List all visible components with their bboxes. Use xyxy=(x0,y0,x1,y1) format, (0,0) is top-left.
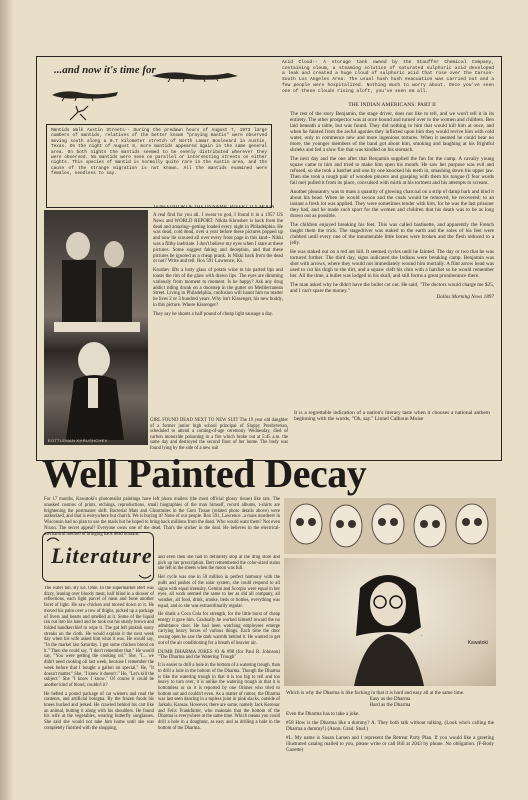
indian-source: Dallas Morning News 1897 xyxy=(436,294,494,300)
indian-p3: Another pleasantry was to mass a quantity of glowing charcoal on a strip of damp bark and bind it about his head. When he would swoon and the coals would be removed, he recovered; to an instant a fresh lot was applied. They were sometimes tender with him, for he was the last prisoner they had, and he made such sport for the women and children that his death was to be as long drawn out as possible. xyxy=(290,189,494,219)
indian-americans-article xyxy=(290,102,494,402)
literature-story: The water tub. By Ed. Ohle. In the supermarket Bert was dizzy, leaning over bloody meat, half blind in a shower of reflections, each light parcel of meat and bone another facet of light. He saw chicken and moved down to it. He moved his palm over a row of thighs, picked up a package of livers and hearts and smelled at it. Some of the liquid ran out into his hand and he took out his sturdy brown and folded handkerchief to wipe it. The gal left pinkish sooty streaks on the cloth. He would explain it the next week day when his wife asked him what it was. He would say, "In the market last Saturday. I got some chicken blood on it." Then she could say, "I don't remember that." He would say, "You were getting the cooking oil." She, "I... we didn't need cooking oil last week, because I remember the week before that I bought a gallon on special." He, "It doesn't matter." She, "I knew it doesn't." He, "Let's kill the subject." She "I know I know." Of course it could be another kind of blood, couldn't it? xyxy=(44,586,154,688)
dumb-dharma-text: It is easier to drill a hole in the bottom of a watering trough, than to drill a hole in the bottom of the Dharma. Though the Dharma is like the watering trough in that it is too big to tell and too heavy to turn over, it is unlike the watering trough in that it is bottomless or so it is reported by one Orimes who tried to bottom out and couldn't even. As a matter of rumor, the Dharma was last seen dancing in a topless joint in pink slacks, outside of Jarkalu, Kansas. However, there are some, namely Jack Kerouac and Felix Frankfurter, who maintain that the bottom of the Dharma is everywhere at the same time. Which means you could drill a hole in a doughnut, as easy and as drilling a hole in the bottom of the Dharma. xyxy=(158,663,280,731)
letter-heading: To the EDITOR OF THE DYNAMIC RIVER CITY MOON xyxy=(153,205,275,210)
kawatoki-photo xyxy=(284,558,496,686)
indian-p4: The children enjoyed breaking his feet. This was called bastinette, and apparently the French taught them the trick. The stagedriver was staked to the earth and the soles of his feet were clubbed until every one of the innumerable little bones were broken and the flesh reduced to a jelly. xyxy=(290,222,494,246)
literature-title: Literature xyxy=(51,543,153,568)
literature-col2c: He drank a Coca Cola for strength, for the little burst of cheap energy it gave him. Gradually he worked himself toward the no admittance door. He had been watching employees emerge carrying heavy boxes of various things. Each time the door swung open he saw the dark warmth behind it. He wanted to get out of the air conditioning for a breath of heavier air. xyxy=(158,612,280,646)
dharma-q1b: Easy as the Dharma xyxy=(369,696,411,702)
well-painted-decay-title: Well Painted Decay xyxy=(42,451,367,496)
skull-shapes xyxy=(284,498,496,554)
wpd-text: For 17 months, Kawatoki's photorealist paintings have left photo mailers (the most official glossy tissue) like rats. The unasked cosmos of prints, etchings, reproductions, small biographies of the man himself, record albums, t-shirts are brightening the postmaster shift. Bacterial Mats and Ghostmites in the Gum Tissue (related photo details above) were authorized, and that is everywhere but church. We is buying it? None of our people. Box 591, Lawrence...a mass murderer in Wisconsin had no plan to use the mails but he hoped to bring back millions from the dead. Who would want them? Not even Nixon. The secret appeal? Everyone owns one of the dead. That's the sticker in the deal. He believes in the electrical-mechanical method of bringing back dead humans. xyxy=(44,497,280,537)
letter-body-2: Krushev lifts a lusty glass of potato wine to his parted lips and toasts the rim of the glass with drawn lips. The eyes are dimming variously from moment to moment. Is he happy? Ask any drug addict riding drunk on a doorstep in the gutter on Mediterranean Street. Living in Philadelphia, confusion will haunt him no matter he lives 2 or 3 hundred years. Why isn't Kissenger, his new buddy, in this picture. Where Kissenger? xyxy=(153,268,283,308)
literature-banner xyxy=(42,532,154,582)
anthem-quote xyxy=(294,410,490,423)
dharma-q1c: Hard as the Dharma xyxy=(369,702,411,708)
letter-to-editor xyxy=(153,205,283,400)
scroll-ornament-icon xyxy=(43,533,155,583)
dharma-q3: #58 How is the Dharma like a dummy? A. They both talk without talking. (Look who's calling the Dharma a dummy!) (Anon. Grad. Stud.) xyxy=(286,720,494,732)
page-header-title: ...and now it's time for xyxy=(54,64,156,76)
indian-p1: The rest of the story Benjamin, the stage driver, does not like to tell, and we won't tell it in its entirety. The other prospector was at once bound and turned over to the women and children. Ben laid beneath a table, but was found. They did nothing to him that would kill him at once, and when he fainted from the awful agonies they inflicted upon him they would revive him with cold water, only to commence new and more ingenious tortures. When it seemed he could bear no more, the younger members of the band got about him, smoking and laughing at his frightful shrieks and fed a slow fire that was kindled on his stomach. xyxy=(290,111,494,153)
dharma-q4: #L. My name is Susan Larsen and I represent the Retreat Party Plan. If you would like a greeting illustrated catalog mailed to you, please write or call Bill at 2043 by phone. No obligation. (F-Body Gazette) xyxy=(286,735,494,753)
girl-found-text: GIRL FOUND DEAD NEXT TO NEW SUIT The 19 year old daughter of a former junior high school principal of Sloppy Presbyterian, scheduled to attend a coming-of-age ceremony Wednesday, died of carbon monoxide poisoning in a fire which broke out at 5:45 a.m. the same day and destroyed the second floor of her home. The body was found lying by the side of a new suit xyxy=(150,418,288,451)
photo-caption: EOTTLEMAN KHRUSHCHEV xyxy=(48,438,108,443)
letter-body: A real find for you all. I swear to god, I found it in a 1957 US News and WORLD REPORT. Nikita Khrushev is back from the dead and amazing--getting loaded every night in Philadelphia. He was dead, cold dead, over a year before these pictures popped up and now lie scoured all over every front page in this land-- Nikki was a filthy inebriate. I don't believe my eyes when I stare at these pictures. Some suggest faking and deception, and that these pictures be ignored as a cheap prank. Is Nikki back from the dead or not? Write and tell. Box 591 Lawrence, Ks. xyxy=(153,213,283,265)
letter-body-3: They say he shoots a half pound of cheap light sausage a day. xyxy=(153,311,274,317)
photo-figures xyxy=(44,210,148,445)
indian-p5: He was staked out on a red ant hill. It seemed cycles until he fainted. The day or two that he was tortured further. The third day, signs indicated the Indians were breaking camp. Benjamin was shot with arrows, where they would not immediately wound him mortally. A flint arrow head was used to cut his thigh to the dirt, and a squaw cleft his chin with a hatchet so he would remember her. All the time, a bullet was lodged in his skull, and still forms a great protuberance there. xyxy=(290,249,494,279)
literature-story-col2 xyxy=(158,555,280,796)
indian-americans-heading: THE INDIAN AMERICANS: PART II xyxy=(348,102,436,108)
dharma-q1: Which is why the Dharma is like fucking in that it is hard and easy all at the same time. xyxy=(286,690,465,696)
lizard-illustration xyxy=(150,68,240,82)
anthem-quote-text: It is a regrettable indication of a nation's literary taste when it chooses a national anthem beginning with the words, "Oh, say." Lionel Calhoun Moise xyxy=(294,410,490,423)
indian-p6: The man asked why he didn't have the bullet cut out. He said, "The doctors would charge me $25, and I can't spare the money." xyxy=(290,282,494,294)
dharma-notes xyxy=(286,690,494,796)
literature-story-2: He hefted a pound package of cat wieners and read the contents, and artificial bologna. By the frozen foods his knees bucked and jerked. He crawled behind his cart like an animal, butting it along with his shoulders. He found his wife at the vegetables, wearing butterfly sunglasses. She said she would not take him home until she was completely finished with the shopping, xyxy=(44,691,154,731)
girl-found-item xyxy=(150,418,288,452)
crocodile-illustration xyxy=(50,86,120,102)
khrushchev-photo xyxy=(44,210,148,445)
page-binding-edge xyxy=(0,0,14,800)
acid-cloud-text: Acid Cloud-- A storage tank owned by the Stauffer Chemical Company, containing oleum, a steaming solution of saturated sulphuric acid developed a leak and created a huge cloud of sulphuric acid that rose over the Carson-South Los Angeles Area. The usual hush hush evacuation was carried out and a few people were hospitalized. Nothing much to worry about. Once you've seen one of these clouds rising aloft, you've seen em all. xyxy=(282,60,494,94)
top-left-panel xyxy=(38,60,275,208)
woman-figure xyxy=(284,558,496,686)
literature-col2b: Her cycle was one in 50 million in perfect harmony with the pulls and pushes of the solar system, she could respond to all signs with equal intensity, Gemini and Scorpio were equal in her eyes, all work seemed the same to her as did all company, all weather, all food, drink, smoke, beds or bottles, everything was equal, and so she was extraordinarily regular. xyxy=(158,575,280,609)
indian-p2: The next day and the one after that Benjamin supplied the fun for the camp. A cavalry young squaw came to him and tried to make him open his mouth. He saw her purpose was evil and refused, so she took a hatchet and one by one knocked his teeth in, smashing down his upper jaw. Then she took a rough pair of wooden pincers and grasping with them his tongue (I fear words fail me) pulled it from its place, convulsed with mirth at his torment and his attempts to scream. xyxy=(290,156,494,186)
mantids-box xyxy=(46,124,272,208)
literature-story-col1 xyxy=(44,586,154,796)
mantids-text: Mantids Walk Austin Streets-- During the predawn hours of August 7, 1973 large numbers of mantids, relatives of the better known "praying mantis" were observed moving south along a 0.7 kilometer stretch of North Lamar Boulevard in Austin, Texas. On the night of August 8, more mantids appeared again in the same general area. On both nights the mantids seemed to be evenly distributed wherever they were observed. No mantids were seen on parallel or intersecting streets on either nights. This species of mantid is normally quite rare in the Austin area, and the cause of the strange migration is not known. All the mantids examined were females, needless to say. xyxy=(51,128,267,177)
skulls-painting xyxy=(284,498,496,554)
kawatoki-caption: Kawatoki xyxy=(467,640,488,646)
acid-cloud-item xyxy=(282,60,494,94)
dharma-q2: Even the Dharma has to take a joke. xyxy=(286,711,360,717)
dumb-dharma-heading: DUMB DHARMA JOKES #3 & #98 (for Paul R. Johnson) "The Dharma and the Watering Trough" xyxy=(158,649,280,661)
literature-col2: and even then she had to definitely stop at the drug store and pick up her prescription. Bert remembered the color-sized stains she left in the sheets when the moon was full. xyxy=(158,555,280,572)
mantis-icon xyxy=(68,104,90,122)
